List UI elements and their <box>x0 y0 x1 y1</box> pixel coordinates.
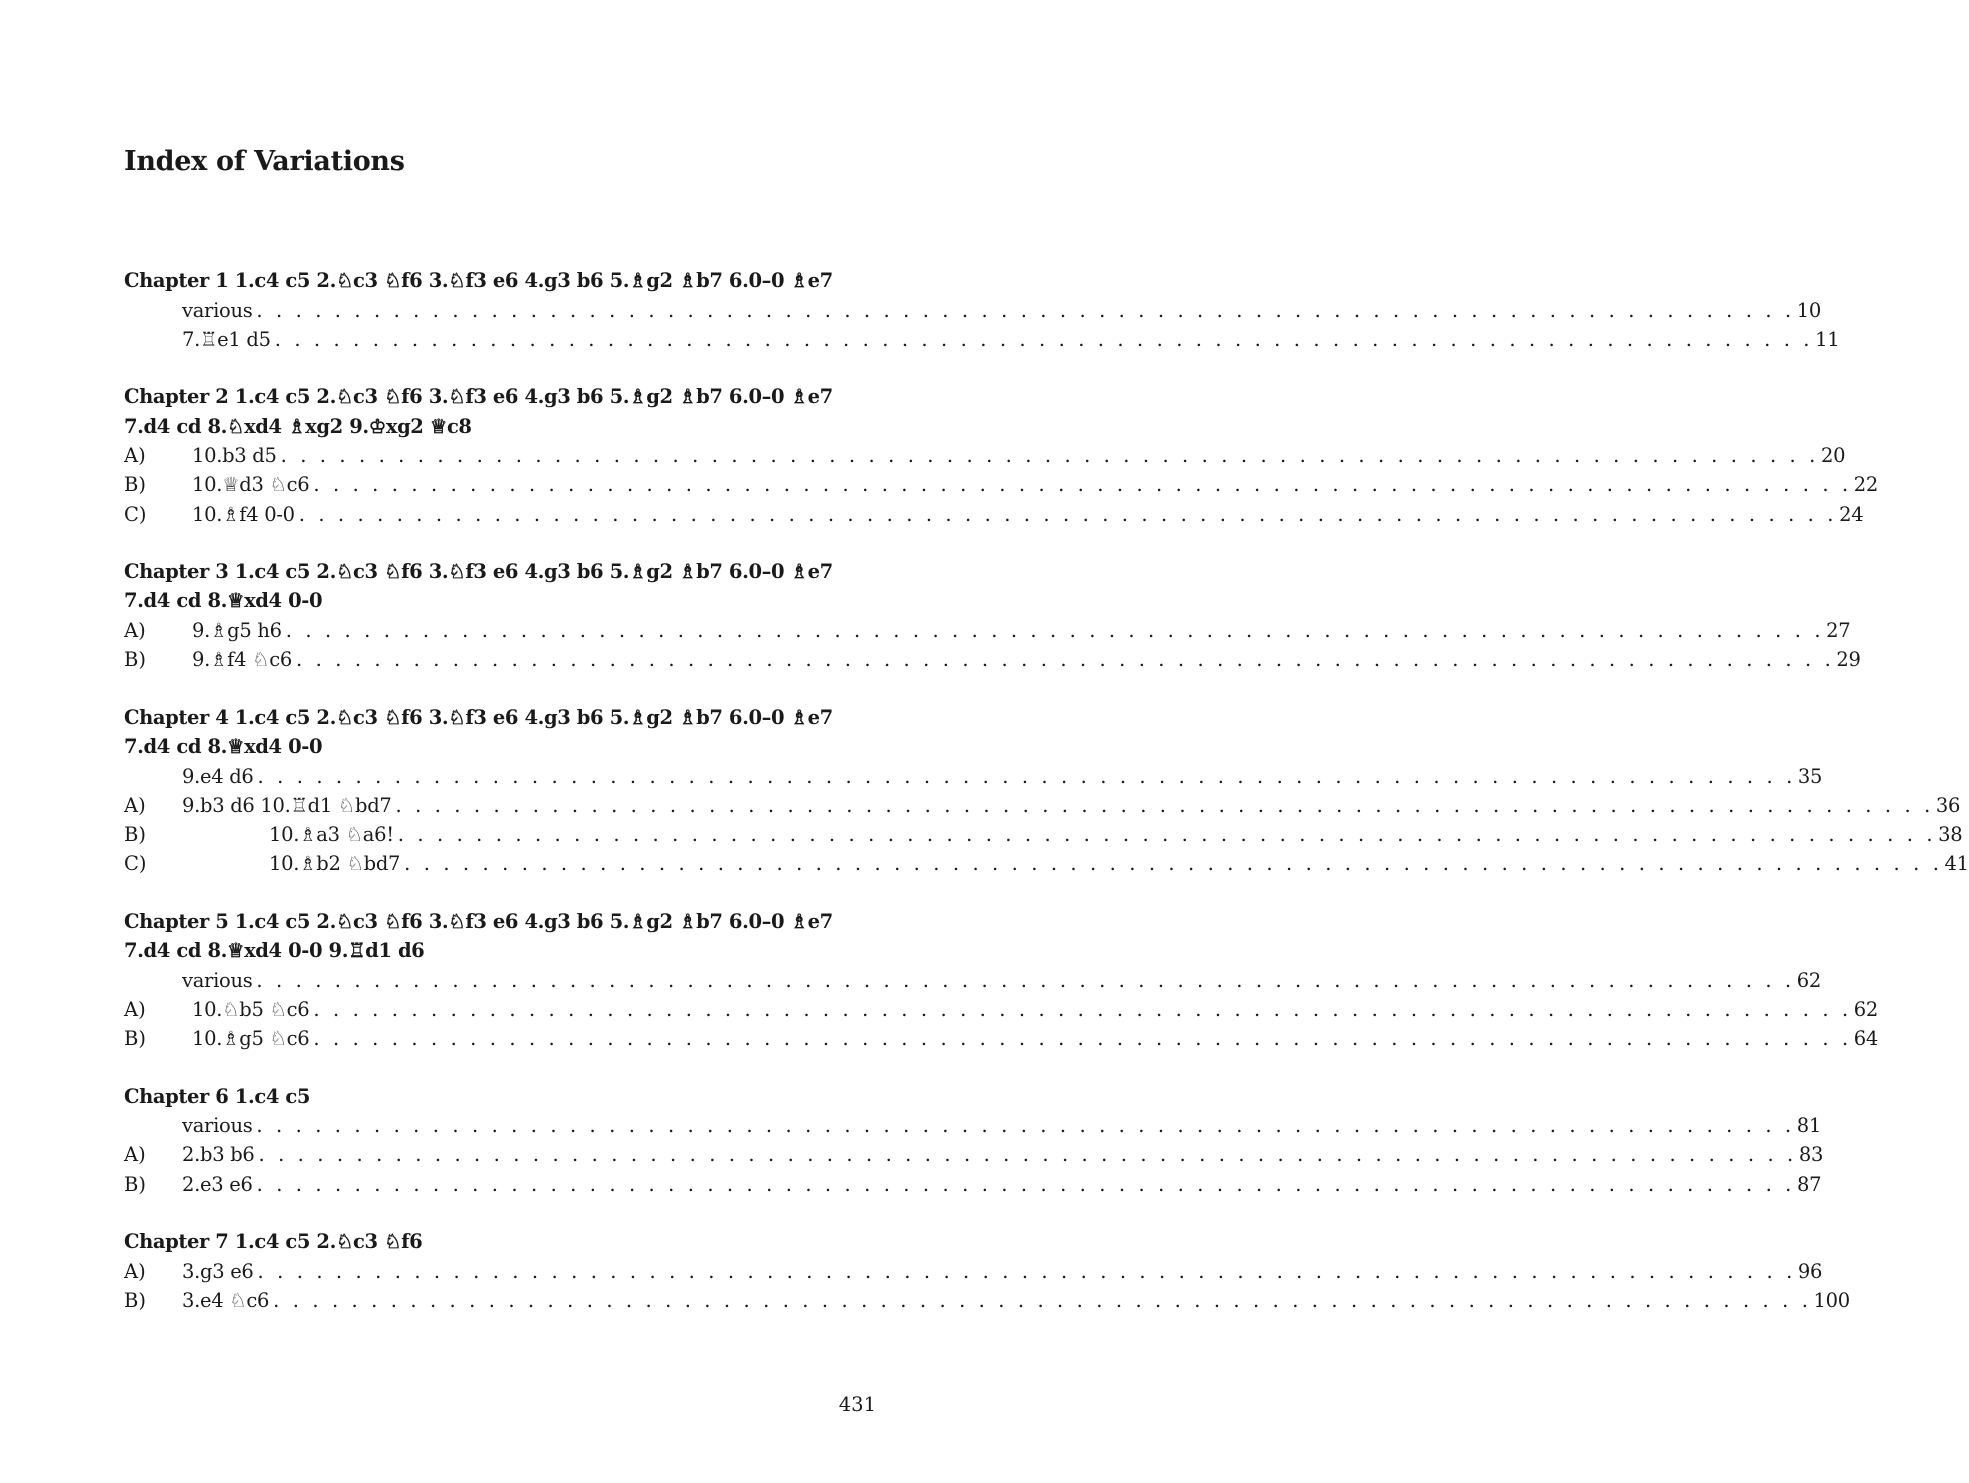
entry-move: 9.♗g5 h6 <box>192 618 282 642</box>
index-entry <box>124 849 1969 878</box>
index-entry <box>124 325 1840 354</box>
entry-move: 10.♗b2 ♘bd7 <box>269 852 401 876</box>
chapter-section <box>124 1082 1824 1199</box>
dot-leader: . . . . . . . . . . . . . . . . . . . . . . . . . . . . . . . . . . . . . . . . . . . . . . . . . . . . . . . . . . . . . . . . . . . . . . . . . . . . . . . <box>313 1027 1852 1051</box>
dot-leader: . . . . . . . . . . . . . . . . . . . . . . . . . . . . . . . . . . . . . . . . . . . . . . . . . . . . . . . . . . . . . . . . . . . . . . . . . . . . . . . <box>395 793 1934 817</box>
dot-leader: . . . . . . . . . . . . . . . . . . . . . . . . . . . . . . . . . . . . . . . . . . . . . . . . . . . . . . . . . . . . . . . . . . . . . . . . . . . . . . . <box>256 968 1795 992</box>
page-number: 431 <box>838 1393 876 1416</box>
entry-page-number: 20 <box>1820 444 1846 468</box>
index-entry <box>124 1170 1822 1199</box>
entry-page-number: 29 <box>1836 648 1861 672</box>
entry-page-number: 96 <box>1797 1259 1823 1283</box>
index-entry <box>124 616 1851 645</box>
entry-page-number: 62 <box>1796 968 1821 992</box>
entry-page-number: 62 <box>1853 998 1878 1022</box>
entry-label: A) <box>124 1143 146 1167</box>
entry-label: B) <box>124 823 146 847</box>
entry-label: A) <box>124 1259 146 1283</box>
dot-leader: . . . . . . . . . . . . . . . . . . . . . . . . . . . . . . . . . . . . . . . . . . . . . . . . . . . . . . . . . . . . . . . . . . . . . . . . . . . . . . . <box>257 1259 1796 1283</box>
entry-page-number: 87 <box>1796 1172 1822 1196</box>
entry-move: 2.e3 e6 <box>182 1172 253 1196</box>
variations-index <box>124 266 1969 1343</box>
entry-label: A) <box>124 618 146 642</box>
index-entry <box>124 820 1963 849</box>
chapter-heading: Chapter 5 1.c4 c5 2.♘c3 ♘f6 3.♘f3 e6 4.g3 b6 5.♗g2 ♗b7 6.0–0 ♗e7 7.d4 cd 8.♕xd4 0-0 9.♖d1 d6 <box>124 909 833 963</box>
dot-leader: . . . . . . . . . . . . . . . . . . . . . . . . . . . . . . . . . . . . . . . . . . . . . . . . . . . . . . . . . . . . . . . . . . . . . . . . . . . . . . . <box>256 298 1795 322</box>
index-entry <box>124 1286 1850 1315</box>
entry-page-number: 64 <box>1853 1027 1878 1051</box>
index-entry <box>124 966 1821 995</box>
index-entry <box>124 470 1878 499</box>
dot-leader: . . . . . . . . . . . . . . . . . . . . . . . . . . . . . . . . . . . . . . . . . . . . . . . . . . . . . . . . . . . . . . . . . . . . . . . . . . . . . . . <box>274 327 1814 351</box>
chapter-heading: Chapter 2 1.c4 c5 2.♘c3 ♘f6 3.♘f3 e6 4.g3 b6 5.♗g2 ♗b7 6.0–0 ♗e7 7.d4 cd 8.♘xd4 ♗xg2 9.♔xg2 ♕c8 <box>124 385 833 438</box>
entry-label: C) <box>124 502 147 526</box>
entry-label: A) <box>124 793 146 817</box>
entry-move: 9.♗f4 ♘c6 <box>192 648 293 672</box>
chapter-heading: Chapter 6 1.c4 c5 <box>124 1084 311 1108</box>
index-entry <box>124 645 1861 674</box>
index-entry <box>124 1257 1823 1286</box>
entry-move: 9.e4 d6 <box>182 764 254 788</box>
entry-move: various <box>182 1114 253 1138</box>
entry-page-number: 35 <box>1797 764 1823 788</box>
entry-page-number: 24 <box>1839 502 1864 526</box>
entry-move: 10.♗a3 ♘a6! <box>269 823 394 847</box>
chapter-heading: Chapter 4 1.c4 c5 2.♘c3 ♘f6 3.♘f3 e6 4.g3 b6 5.♗g2 ♗b7 6.0–0 ♗e7 7.d4 cd 8.♕xd4 0-0 <box>124 705 833 759</box>
dot-leader: . . . . . . . . . . . . . . . . . . . . . . . . . . . . . . . . . . . . . . . . . . . . . . . . . . . . . . . . . . . . . . . . . . . . . . . . . . . . . . . <box>257 764 1796 788</box>
chapter-heading: Chapter 3 1.c4 c5 2.♘c3 ♘f6 3.♘f3 e6 4.g3 b6 5.♗g2 ♗b7 6.0–0 ♗e7 7.d4 cd 8.♕xd4 0-0 <box>124 559 833 613</box>
entry-page-number: 36 <box>1935 793 1961 817</box>
entry-move: 2.b3 b6 <box>182 1143 255 1167</box>
entry-label: B) <box>124 648 146 672</box>
chapter-heading: Chapter 7 1.c4 c5 2.♘c3 ♘f6 <box>124 1230 423 1254</box>
index-entry <box>124 1024 1878 1053</box>
entry-label: B) <box>124 473 146 497</box>
dot-leader: . . . . . . . . . . . . . . . . . . . . . . . . . . . . . . . . . . . . . . . . . . . . . . . . . . . . . . . . . . . . . . . . . . . . . . . . . . . . . . . <box>258 1143 1797 1167</box>
entry-page-number: 11 <box>1815 327 1840 351</box>
index-entry <box>124 1140 1824 1169</box>
chapter-section <box>124 703 1969 879</box>
dot-leader: . . . . . . . . . . . . . . . . . . . . . . . . . . . . . . . . . . . . . . . . . . . . . . . . . . . . . . . . . . . . . . . . . . . . . . . . . . . . . . . <box>280 444 1819 468</box>
entry-move: 10.b3 d5 <box>192 444 277 468</box>
entry-label: A) <box>124 444 146 468</box>
entry-page-number: 38 <box>1938 823 1963 847</box>
dot-leader: . . . . . . . . . . . . . . . . . . . . . . . . . . . . . . . . . . . . . . . . . . . . . . . . . . . . . . . . . . . . . . . . . . . . . . . . . . . . . . . <box>298 502 1838 526</box>
index-entry <box>124 995 1878 1024</box>
dot-leader: . . . . . . . . . . . . . . . . . . . . . . . . . . . . . . . . . . . . . . . . . . . . . . . . . . . . . . . . . . . . . . . . . . . . . . . . . . . . . . . <box>285 618 1825 642</box>
entry-label: B) <box>124 1027 146 1051</box>
entry-label: A) <box>124 998 146 1022</box>
entry-label: B) <box>124 1172 146 1196</box>
dot-leader: . . . . . . . . . . . . . . . . . . . . . . . . . . . . . . . . . . . . . . . . . . . . . . . . . . . . . . . . . . . . . . . . . . . . . . . . . . . . . . . <box>313 998 1852 1022</box>
entry-move: various <box>182 298 253 322</box>
entry-page-number: 81 <box>1796 1114 1821 1138</box>
entry-move: 9.b3 d6 10.♖d1 ♘bd7 <box>182 793 392 817</box>
index-entry <box>124 791 1961 820</box>
entry-label: C) <box>124 852 147 876</box>
chapter-section <box>124 557 1861 675</box>
entry-page-number: 27 <box>1826 618 1851 642</box>
chapter-section <box>124 266 1840 354</box>
dot-leader: . . . . . . . . . . . . . . . . . . . . . . . . . . . . . . . . . . . . . . . . . . . . . . . . . . . . . . . . . . . . . . . . . . . . . . . . . . . . . . . <box>404 852 1943 876</box>
dot-leader: . . . . . . . . . . . . . . . . . . . . . . . . . . . . . . . . . . . . . . . . . . . . . . . . . . . . . . . . . . . . . . . . . . . . . . . . . . . . . . . <box>256 1172 1795 1196</box>
chapter-section <box>124 907 1878 1054</box>
entry-page-number: 22 <box>1853 473 1878 497</box>
entry-move: 10.♕d3 ♘c6 <box>192 473 310 497</box>
chapter-section <box>124 1227 1850 1315</box>
entry-move: 3.g3 e6 <box>182 1259 254 1283</box>
entry-page-number: 100 <box>1813 1288 1850 1312</box>
dot-leader: . . . . . . . . . . . . . . . . . . . . . . . . . . . . . . . . . . . . . . . . . . . . . . . . . . . . . . . . . . . . . . . . . . . . . . . . . . . . . . . <box>273 1288 1812 1312</box>
dot-leader: . . . . . . . . . . . . . . . . . . . . . . . . . . . . . . . . . . . . . . . . . . . . . . . . . . . . . . . . . . . . . . . . . . . . . . . . . . . . . . . <box>313 473 1852 497</box>
entry-move: 10.♗g5 ♘c6 <box>192 1027 310 1051</box>
entry-move: 7.♖e1 d5 <box>182 327 271 351</box>
dot-leader: . . . . . . . . . . . . . . . . . . . . . . . . . . . . . . . . . . . . . . . . . . . . . . . . . . . . . . . . . . . . . . . . . . . . . . . . . . . . . . . <box>296 648 1835 672</box>
entry-move: 10.♘b5 ♘c6 <box>192 998 310 1022</box>
index-entry <box>124 1111 1821 1140</box>
page-title: Index of Variations <box>124 146 405 177</box>
entry-label: B) <box>124 1288 146 1312</box>
index-entry <box>124 296 1821 325</box>
dot-leader: . . . . . . . . . . . . . . . . . . . . . . . . . . . . . . . . . . . . . . . . . . . . . . . . . . . . . . . . . . . . . . . . . . . . . . . . . . . . . . . <box>397 823 1937 847</box>
index-entry <box>124 441 1846 470</box>
entry-move: 10.♗f4 0-0 <box>192 502 295 526</box>
entry-page-number: 83 <box>1798 1143 1824 1167</box>
index-entry <box>124 500 1864 529</box>
index-entry <box>124 762 1823 791</box>
entry-move: 3.e4 ♘c6 <box>182 1288 270 1312</box>
entry-page-number: 10 <box>1796 298 1821 322</box>
dot-leader: . . . . . . . . . . . . . . . . . . . . . . . . . . . . . . . . . . . . . . . . . . . . . . . . . . . . . . . . . . . . . . . . . . . . . . . . . . . . . . . <box>256 1114 1795 1138</box>
entry-move: various <box>182 968 253 992</box>
chapter-section <box>124 382 1878 529</box>
entry-page-number: 41 <box>1944 852 1969 876</box>
chapter-heading: Chapter 1 1.c4 c5 2.♘c3 ♘f6 3.♘f3 e6 4.g3 b6 5.♗g2 ♗b7 6.0–0 ♗e7 <box>124 269 833 292</box>
